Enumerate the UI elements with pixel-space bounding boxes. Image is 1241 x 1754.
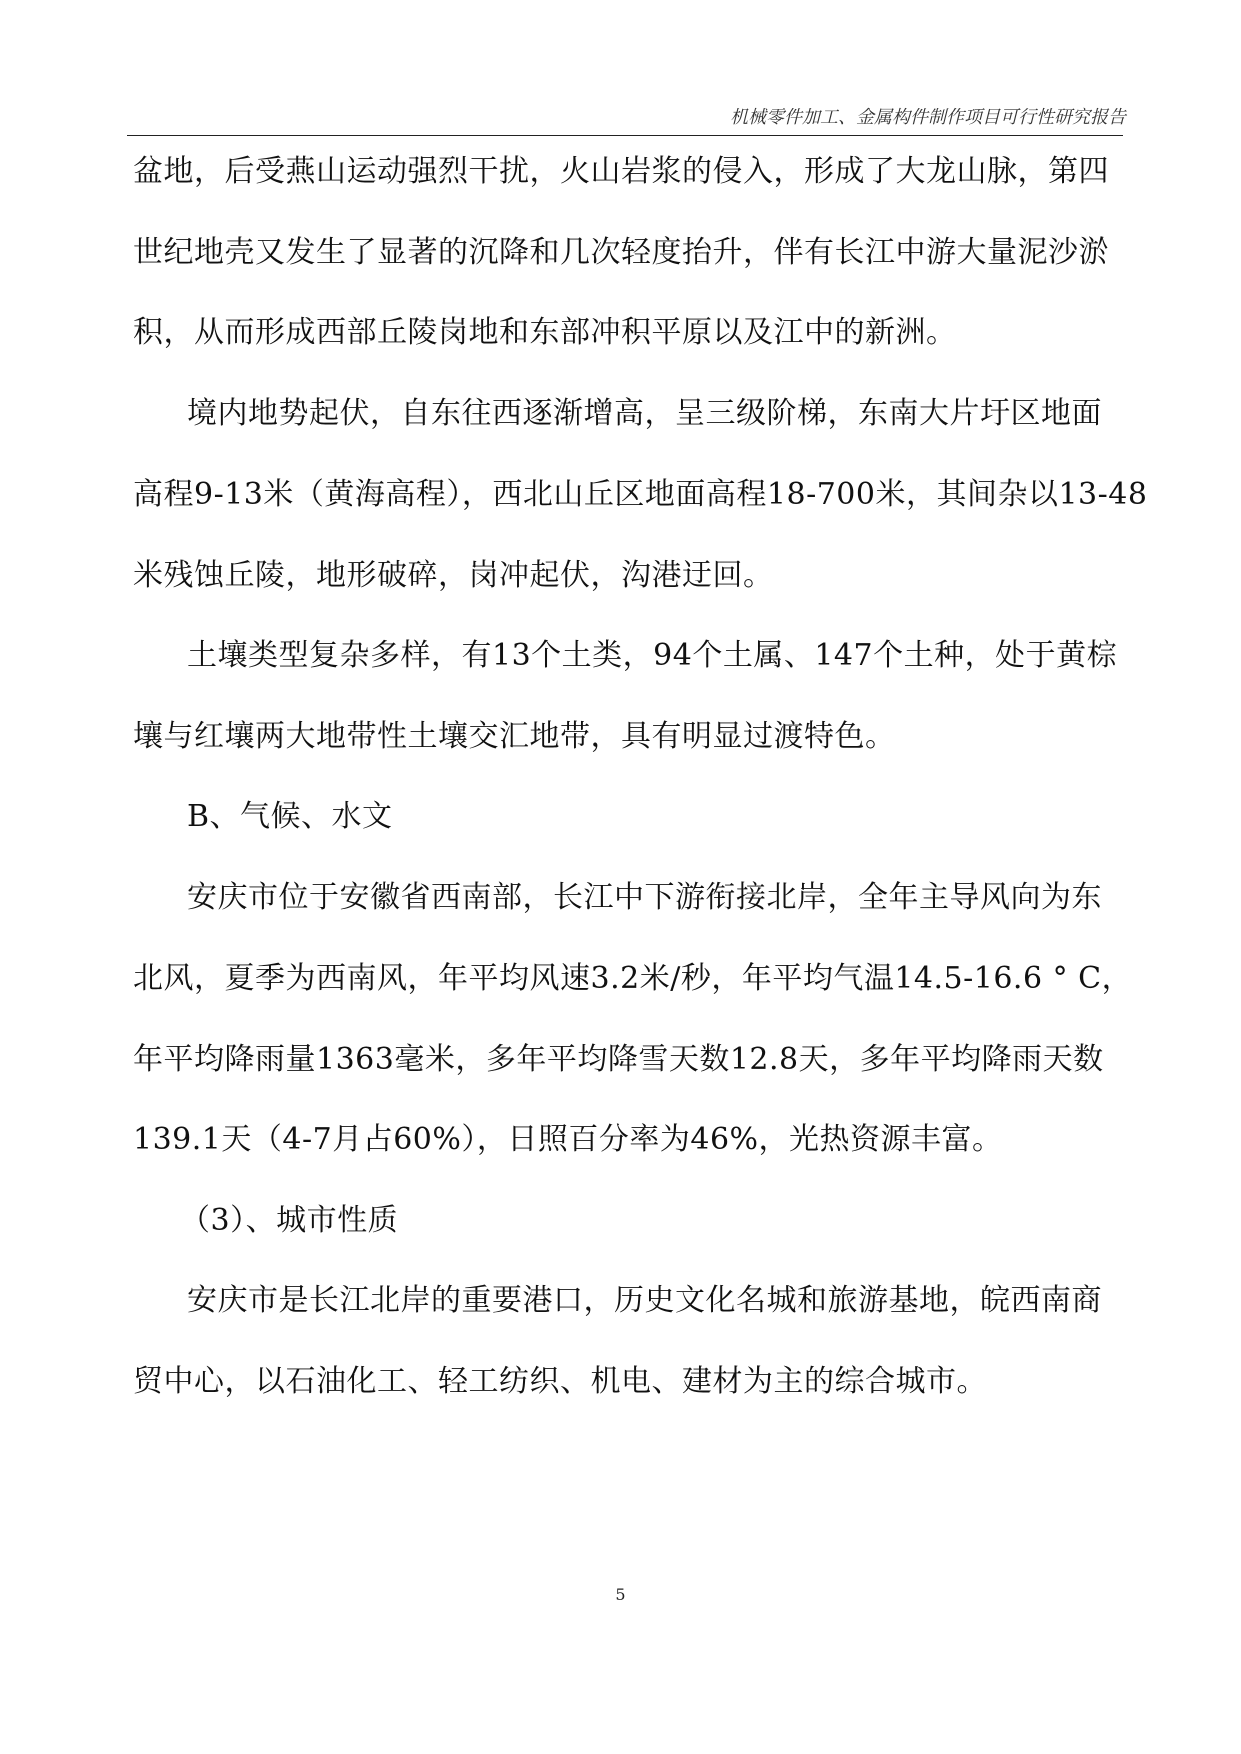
body-line: 积，从而形成西部丘陵岗地和东部冲积平原以及江中的新洲。 xyxy=(133,315,957,350)
body-line: 贸中心，以石油化工、轻工纺织、机电、建材为主的综合城市。 xyxy=(133,1364,987,1399)
body-line: 世纪地壳又发生了显著的沉降和几次轻度抬升，伴有长江中游大量泥沙淤 xyxy=(133,235,1109,270)
section-heading: B、气候、水文 xyxy=(187,799,393,834)
body-line: 高程9-13米（黄海高程），西北山丘区地面高程18-700米，其间杂以13-48 xyxy=(133,477,1148,512)
body-line: 米残蚀丘陵，地形破碎，岗冲起伏，沟港迂回。 xyxy=(133,558,774,593)
body-line: 盆地，后受燕山运动强烈干扰，火山岩浆的侵入，形成了大龙山脉，第四 xyxy=(133,154,1109,189)
paragraph-first-line: 境内地势起伏，自东往西逐渐增高，呈三级阶梯，东南大片圩区地面 xyxy=(187,396,1102,431)
body-line: 年平均降雨量1363毫米，多年平均降雪天数12.8天，多年平均降雨天数 xyxy=(133,1042,1104,1077)
running-header-title: 机械零件加工、金属构件制作项目可行性研究报告 xyxy=(730,107,1126,128)
body-line: 壤与红壤两大地带性土壤交汇地带，具有明显过渡特色。 xyxy=(133,719,896,754)
body-line: 139.1天（4-7月占60%），日照百分率为46%，光热资源丰富。 xyxy=(133,1122,1003,1157)
page-number: 5 xyxy=(615,1585,626,1604)
body-line: 北风，夏季为西南风，年平均风速3.2米/秒，年平均气温14.5-16.6 ° C， xyxy=(133,961,1133,996)
paragraph-first-line: 安庆市位于安徽省西南部，长江中下游衔接北岸，全年主导风向为东 xyxy=(187,880,1102,915)
section-heading: （3）、城市性质 xyxy=(180,1203,399,1238)
paragraph-first-line: 土壤类型复杂多样，有13个土类，94个土属、147个土种，处于黄棕 xyxy=(187,638,1118,673)
header-divider xyxy=(127,135,1123,136)
paragraph-first-line: 安庆市是长江北岸的重要港口，历史文化名城和旅游基地，皖西南商 xyxy=(187,1283,1102,1318)
